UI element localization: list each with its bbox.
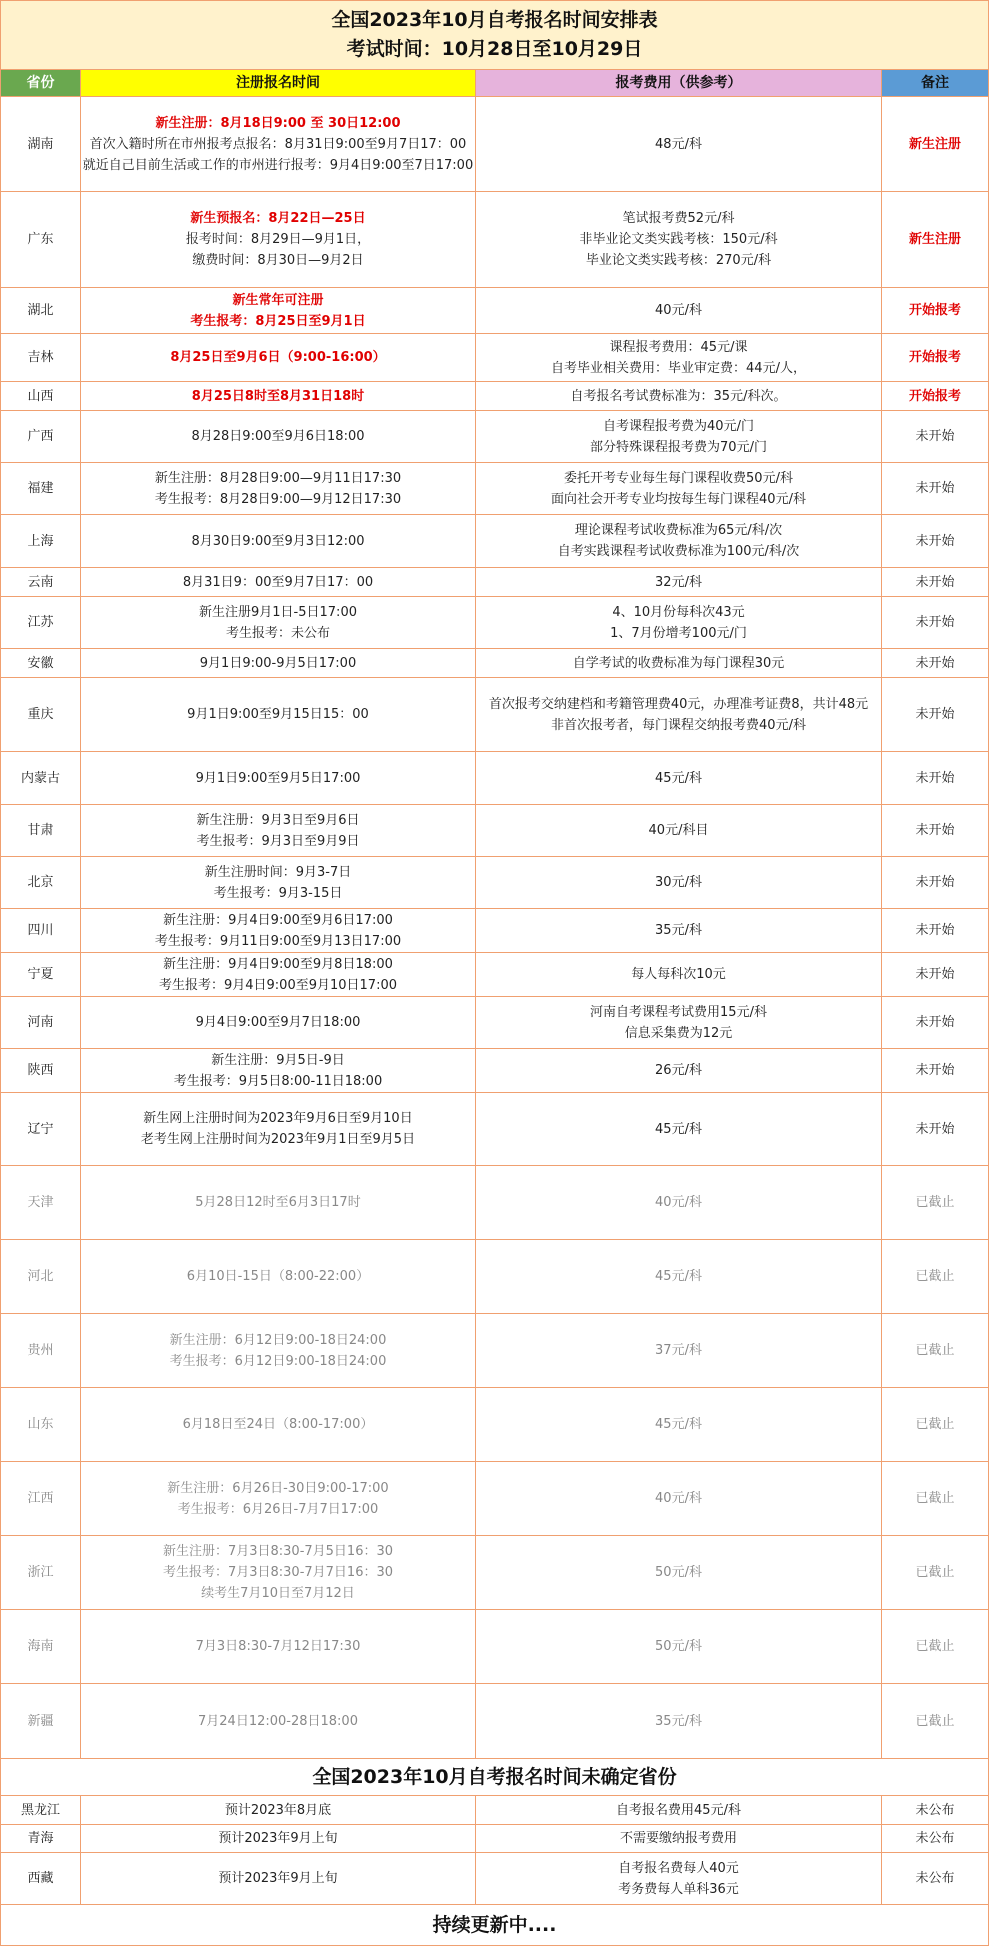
fee-cell bbox=[476, 909, 882, 953]
fee-cell bbox=[476, 1684, 882, 1759]
header-province: 省份 bbox=[0, 70, 81, 97]
note-cell: 未开始 bbox=[882, 463, 989, 515]
cell-line: 8月31日9：00至9月7日17：00 bbox=[182, 574, 374, 590]
cell-line: 7月3日8:30-7月12日17:30 bbox=[195, 1639, 361, 1654]
cell-line: 新生注册：9月4日9:00至9月8日18:00 bbox=[163, 956, 393, 972]
registration-cell bbox=[81, 1388, 476, 1462]
cell-line: 4、10月份每科次43元 bbox=[612, 604, 745, 620]
registration-cell bbox=[81, 411, 476, 463]
fee-cell bbox=[476, 1240, 882, 1314]
registration-cell bbox=[81, 568, 476, 597]
fee-cell bbox=[476, 1796, 882, 1825]
cell-line: 就近自己目前生活或工作的市州进行报考：9月4日9:00至7日17:00 bbox=[82, 157, 474, 173]
province-cell: 新疆 bbox=[0, 1684, 81, 1759]
registration-cell bbox=[81, 752, 476, 805]
cell-line: 信息采集费为12元 bbox=[624, 1025, 733, 1041]
cell-line: 自考报名考试费标准为：35元/科次。 bbox=[570, 388, 787, 404]
cell-line: 自考毕业相关费用：毕业审定费：44元/人， bbox=[551, 360, 806, 376]
registration-cell bbox=[81, 288, 476, 334]
cell-line: 自考报名费用45元/科 bbox=[616, 1802, 741, 1818]
note-cell: 已截止 bbox=[882, 1610, 989, 1684]
registration-cell bbox=[81, 1093, 476, 1166]
note-cell: 未开始 bbox=[882, 597, 989, 649]
province-cell: 海南 bbox=[0, 1610, 81, 1684]
cell-line: 委托开考专业每生每门课程收费50元/科 bbox=[564, 470, 793, 486]
note-cell: 已截止 bbox=[882, 1462, 989, 1536]
fee-cell bbox=[476, 1853, 882, 1905]
note-cell: 未开始 bbox=[882, 678, 989, 752]
registration-cell bbox=[81, 1536, 476, 1610]
cell-line: 新生网上注册时间为2023年9月6日至9月10日 bbox=[143, 1111, 413, 1126]
cell-line: 9月4日9:00至9月7日18:00 bbox=[195, 1015, 361, 1030]
cell-line: 毕业论文类实践考核：270元/科 bbox=[585, 253, 772, 268]
note-cell: 未开始 bbox=[882, 411, 989, 463]
registration-cell bbox=[81, 463, 476, 515]
cell-line: 理论课程考试收费标准为65元/科/次 bbox=[574, 523, 783, 538]
province-cell: 陕西 bbox=[0, 1049, 81, 1093]
cell-line: 40元/科 bbox=[655, 1195, 702, 1210]
cell-line: 新生注册：9月5日-9日 bbox=[211, 1052, 345, 1068]
cell-line: 预计2023年8月底 bbox=[224, 1802, 332, 1818]
cell-line: 新生注册：6月26日-30日9:00-17:00 bbox=[167, 1480, 389, 1496]
registration-cell bbox=[81, 1049, 476, 1093]
cell-line: 7月24日12:00-28日18:00 bbox=[198, 1713, 358, 1729]
note-cell: 未开始 bbox=[882, 515, 989, 568]
cell-line: 新生注册：6月12日9:00-18日24:00 bbox=[169, 1332, 387, 1348]
registration-cell bbox=[81, 192, 476, 288]
cell-line: 6月18日至24日（8:00-17:00） bbox=[182, 1417, 374, 1432]
province-cell: 江苏 bbox=[0, 597, 81, 649]
cell-line: 8月25日8时至8月31日18时 bbox=[191, 388, 365, 404]
note-cell: 开始报考 bbox=[882, 382, 989, 411]
registration-cell bbox=[81, 1853, 476, 1905]
province-cell: 上海 bbox=[0, 515, 81, 568]
note-cell: 未公布 bbox=[882, 1825, 989, 1853]
note-cell: 已截止 bbox=[882, 1314, 989, 1388]
province-cell: 湖北 bbox=[0, 288, 81, 334]
cell-line: 自学考试的收费标准为每门课程30元 bbox=[572, 655, 785, 671]
cell-line: 部分特殊课程报考费为70元/门 bbox=[590, 439, 767, 455]
cell-line: 缴费时间：8月30日—9月2日 bbox=[192, 253, 364, 268]
note-cell: 已截止 bbox=[882, 1166, 989, 1240]
fee-cell bbox=[476, 1462, 882, 1536]
province-cell: 河北 bbox=[0, 1240, 81, 1314]
registration-cell bbox=[81, 97, 476, 192]
province-cell: 贵州 bbox=[0, 1314, 81, 1388]
cell-line: 面向社会开考专业均按每生每门课程40元/科 bbox=[551, 491, 806, 507]
cell-line: 50元/科 bbox=[655, 1639, 702, 1654]
cell-line: 26元/科 bbox=[655, 1063, 702, 1078]
registration-cell bbox=[81, 649, 476, 678]
province-cell: 云南 bbox=[0, 568, 81, 597]
note-cell: 新生注册 bbox=[882, 97, 989, 192]
cell-line: 6月10日-15日（8:00-22:00） bbox=[186, 1269, 370, 1284]
province-cell: 甘肃 bbox=[0, 805, 81, 857]
cell-line: 45元/科 bbox=[655, 770, 702, 786]
cell-line: 新生注册9月1日-5日17:00 bbox=[199, 604, 357, 620]
note-cell: 未开始 bbox=[882, 909, 989, 953]
cell-line: 35元/科 bbox=[655, 1713, 702, 1729]
header-note: 备注 bbox=[882, 70, 989, 97]
fee-cell bbox=[476, 1388, 882, 1462]
cell-line: 考生报考：9月5日8:00-11日18:00 bbox=[173, 1073, 383, 1089]
cell-line: 考生报考：8月25日至9月1日 bbox=[190, 313, 366, 329]
cell-line: 45元/科 bbox=[655, 1121, 702, 1137]
note-cell: 未开始 bbox=[882, 805, 989, 857]
cell-line: 老考生网上注册时间为2023年9月1日至9月5日 bbox=[140, 1132, 416, 1147]
title-line-1: 全国2023年10月自考报名时间安排表 bbox=[331, 9, 658, 31]
cell-line: 1、7月份增考100元/门 bbox=[610, 625, 747, 641]
province-cell: 辽宁 bbox=[0, 1093, 81, 1166]
cell-line: 45元/科 bbox=[655, 1417, 702, 1432]
registration-cell bbox=[81, 1240, 476, 1314]
note-cell: 未开始 bbox=[882, 568, 989, 597]
cell-line: 考生报考：9月11日9:00至9月13日17:00 bbox=[154, 933, 402, 949]
registration-cell bbox=[81, 597, 476, 649]
table-title bbox=[0, 0, 989, 70]
cell-line: 新生注册：9月3日至9月6日 bbox=[196, 812, 360, 828]
cell-line: 考生报考：8月28日9:00—9月12日17:30 bbox=[154, 491, 402, 507]
fee-cell bbox=[476, 1314, 882, 1388]
fee-cell bbox=[476, 463, 882, 515]
province-cell: 天津 bbox=[0, 1166, 81, 1240]
cell-line: 河南自考课程考试费用15元/科 bbox=[590, 1004, 767, 1020]
header-registration: 注册报名时间 bbox=[81, 70, 476, 97]
cell-line: 新生预报名：8月22日—25日 bbox=[190, 211, 366, 226]
fee-cell bbox=[476, 857, 882, 909]
note-cell: 未开始 bbox=[882, 997, 989, 1049]
fee-cell bbox=[476, 97, 882, 192]
cell-line: 9月1日9:00-9月5日17:00 bbox=[199, 655, 357, 671]
note-cell: 未开始 bbox=[882, 1093, 989, 1166]
fee-cell bbox=[476, 1093, 882, 1166]
province-cell: 广东 bbox=[0, 192, 81, 288]
cell-line: 自考报名费每人40元 bbox=[618, 1860, 739, 1876]
cell-line: 40元/科目 bbox=[648, 823, 709, 838]
registration-cell bbox=[81, 1166, 476, 1240]
fee-cell bbox=[476, 1049, 882, 1093]
cell-line: 5月28日12时至6月3日17时 bbox=[195, 1195, 361, 1210]
province-cell: 浙江 bbox=[0, 1536, 81, 1610]
cell-line: 32元/科 bbox=[655, 574, 702, 590]
note-cell: 未公布 bbox=[882, 1796, 989, 1825]
province-cell: 山东 bbox=[0, 1388, 81, 1462]
fee-cell bbox=[476, 1536, 882, 1610]
cell-line: 新生注册：9月4日9:00至9月6日17:00 bbox=[163, 912, 393, 928]
note-cell: 开始报考 bbox=[882, 288, 989, 334]
province-cell: 重庆 bbox=[0, 678, 81, 752]
province-cell: 河南 bbox=[0, 997, 81, 1049]
cell-line: 8月28日9:00至9月6日18:00 bbox=[191, 429, 365, 444]
fee-cell bbox=[476, 805, 882, 857]
fee-cell bbox=[476, 1610, 882, 1684]
cell-line: 考生报考：9月3日至9月9日 bbox=[196, 833, 360, 849]
registration-cell bbox=[81, 805, 476, 857]
cell-line: 8月25日至9月6日（9:00-16:00） bbox=[170, 350, 386, 365]
cell-line: 课程报考费用：45元/课 bbox=[609, 339, 748, 355]
registration-cell bbox=[81, 953, 476, 997]
cell-line: 不需要缴纳报考费用 bbox=[619, 1831, 737, 1846]
note-cell: 未开始 bbox=[882, 953, 989, 997]
province-cell: 安徽 bbox=[0, 649, 81, 678]
cell-line: 考务费每人单科36元 bbox=[618, 1881, 739, 1897]
province-cell: 黑龙江 bbox=[0, 1796, 81, 1825]
cell-line: 自考实践课程考试收费标准为100元/科/次 bbox=[557, 544, 800, 559]
registration-cell bbox=[81, 382, 476, 411]
fee-cell bbox=[476, 597, 882, 649]
cell-line: 考生报考：6月12日9:00-18日24:00 bbox=[169, 1353, 387, 1369]
registration-cell bbox=[81, 1610, 476, 1684]
note-cell: 已截止 bbox=[882, 1388, 989, 1462]
note-cell: 未开始 bbox=[882, 752, 989, 805]
cell-line: 报考时间：8月29日—9月1日， bbox=[185, 232, 371, 247]
registration-cell bbox=[81, 515, 476, 568]
registration-cell bbox=[81, 857, 476, 909]
cell-line: 9月1日9:00至9月15日15：00 bbox=[187, 707, 369, 722]
registration-cell bbox=[81, 1825, 476, 1853]
province-cell: 福建 bbox=[0, 463, 81, 515]
registration-cell bbox=[81, 334, 476, 382]
fee-cell bbox=[476, 334, 882, 382]
cell-line: 48元/科 bbox=[655, 136, 702, 152]
fee-cell bbox=[476, 1825, 882, 1853]
cell-line: 续考生7月10日至7月12日 bbox=[201, 1586, 355, 1601]
cell-line: 45元/科 bbox=[655, 1269, 702, 1284]
province-cell: 江西 bbox=[0, 1462, 81, 1536]
cell-line: 预计2023年9月上旬 bbox=[218, 1871, 338, 1886]
cell-line: 40元/科 bbox=[655, 1491, 702, 1506]
province-cell: 吉林 bbox=[0, 334, 81, 382]
province-cell: 北京 bbox=[0, 857, 81, 909]
registration-cell bbox=[81, 909, 476, 953]
cell-line: 新生注册时间：9月3-7日 bbox=[204, 864, 352, 880]
footer-text: 持续更新中.... bbox=[0, 1905, 989, 1946]
cell-line: 30元/科 bbox=[655, 875, 702, 890]
fee-cell bbox=[476, 411, 882, 463]
cell-line: 35元/科 bbox=[655, 923, 702, 938]
note-cell: 已截止 bbox=[882, 1240, 989, 1314]
cell-line: 首次报考交纳建档和考籍管理费40元，办理准考证费8，共计48元 bbox=[488, 696, 869, 712]
province-cell: 四川 bbox=[0, 909, 81, 953]
province-cell: 山西 bbox=[0, 382, 81, 411]
cell-line: 9月1日9:00至9月5日17:00 bbox=[195, 770, 361, 786]
province-cell: 西藏 bbox=[0, 1853, 81, 1905]
note-cell: 已截止 bbox=[882, 1536, 989, 1610]
registration-cell bbox=[81, 997, 476, 1049]
fee-cell bbox=[476, 997, 882, 1049]
fee-cell bbox=[476, 515, 882, 568]
province-cell: 湖南 bbox=[0, 97, 81, 192]
cell-line: 考生报考：7月3日8:30-7月7日16：30 bbox=[162, 1565, 394, 1580]
cell-line: 非首次报考者，每门课程交纳报考费40元/科 bbox=[551, 717, 806, 733]
cell-line: 每人每科次10元 bbox=[631, 967, 726, 982]
province-cell: 宁夏 bbox=[0, 953, 81, 997]
note-cell: 未公布 bbox=[882, 1853, 989, 1905]
cell-line: 考生报考：9月4日9:00至9月10日17:00 bbox=[158, 977, 397, 993]
fee-cell bbox=[476, 752, 882, 805]
note-cell: 已截止 bbox=[882, 1684, 989, 1759]
note-cell: 未开始 bbox=[882, 857, 989, 909]
note-cell: 开始报考 bbox=[882, 334, 989, 382]
cell-line: 40元/科 bbox=[655, 303, 702, 318]
cell-line: 新生常年可注册 bbox=[232, 292, 324, 308]
fee-cell bbox=[476, 568, 882, 597]
cell-line: 新生注册：8月18日9:00 至 30日12:00 bbox=[155, 115, 401, 131]
fee-cell bbox=[476, 192, 882, 288]
cell-line: 8月30日9:00至9月3日12:00 bbox=[191, 533, 365, 549]
fee-cell bbox=[476, 288, 882, 334]
header-fee: 报考费用（供参考） bbox=[476, 70, 882, 97]
cell-line: 首次入籍时所在市州报考点报名：8月31日9:00至9月7日17：00 bbox=[89, 136, 467, 152]
title-line-2: 考试时间：10月28日至10月29日 bbox=[346, 38, 643, 60]
cell-line: 新生注册：8月28日9:00—9月11日17:30 bbox=[154, 470, 402, 486]
province-cell: 青海 bbox=[0, 1825, 81, 1853]
cell-line: 37元/科 bbox=[655, 1343, 702, 1358]
cell-line: 考生报考：未公布 bbox=[225, 625, 330, 641]
fee-cell bbox=[476, 678, 882, 752]
cell-line: 笔试报考费52元/科 bbox=[622, 211, 735, 226]
section-title: 全国2023年10月自考报名时间未确定省份 bbox=[0, 1759, 989, 1796]
cell-line: 新生注册：7月3日8:30-7月5日16：30 bbox=[162, 1544, 394, 1559]
note-cell: 新生注册 bbox=[882, 192, 989, 288]
registration-cell bbox=[81, 1314, 476, 1388]
cell-line: 非毕业论文类实践考核：150元/科 bbox=[579, 232, 778, 247]
province-cell: 内蒙古 bbox=[0, 752, 81, 805]
fee-cell bbox=[476, 1166, 882, 1240]
cell-line: 考生报考：9月3-15日 bbox=[213, 885, 343, 901]
registration-cell bbox=[81, 1462, 476, 1536]
fee-cell bbox=[476, 953, 882, 997]
fee-cell bbox=[476, 382, 882, 411]
note-cell: 未开始 bbox=[882, 1049, 989, 1093]
cell-line: 自考课程报考费为40元/门 bbox=[603, 418, 754, 434]
province-cell: 广西 bbox=[0, 411, 81, 463]
cell-line: 预计2023年9月上旬 bbox=[218, 1831, 338, 1846]
cell-line: 考生报考：6月26日-7月7日17:00 bbox=[177, 1501, 379, 1517]
fee-cell bbox=[476, 649, 882, 678]
registration-cell bbox=[81, 1796, 476, 1825]
cell-line: 50元/科 bbox=[655, 1565, 702, 1580]
registration-cell bbox=[81, 678, 476, 752]
note-cell: 未开始 bbox=[882, 649, 989, 678]
registration-cell bbox=[81, 1684, 476, 1759]
